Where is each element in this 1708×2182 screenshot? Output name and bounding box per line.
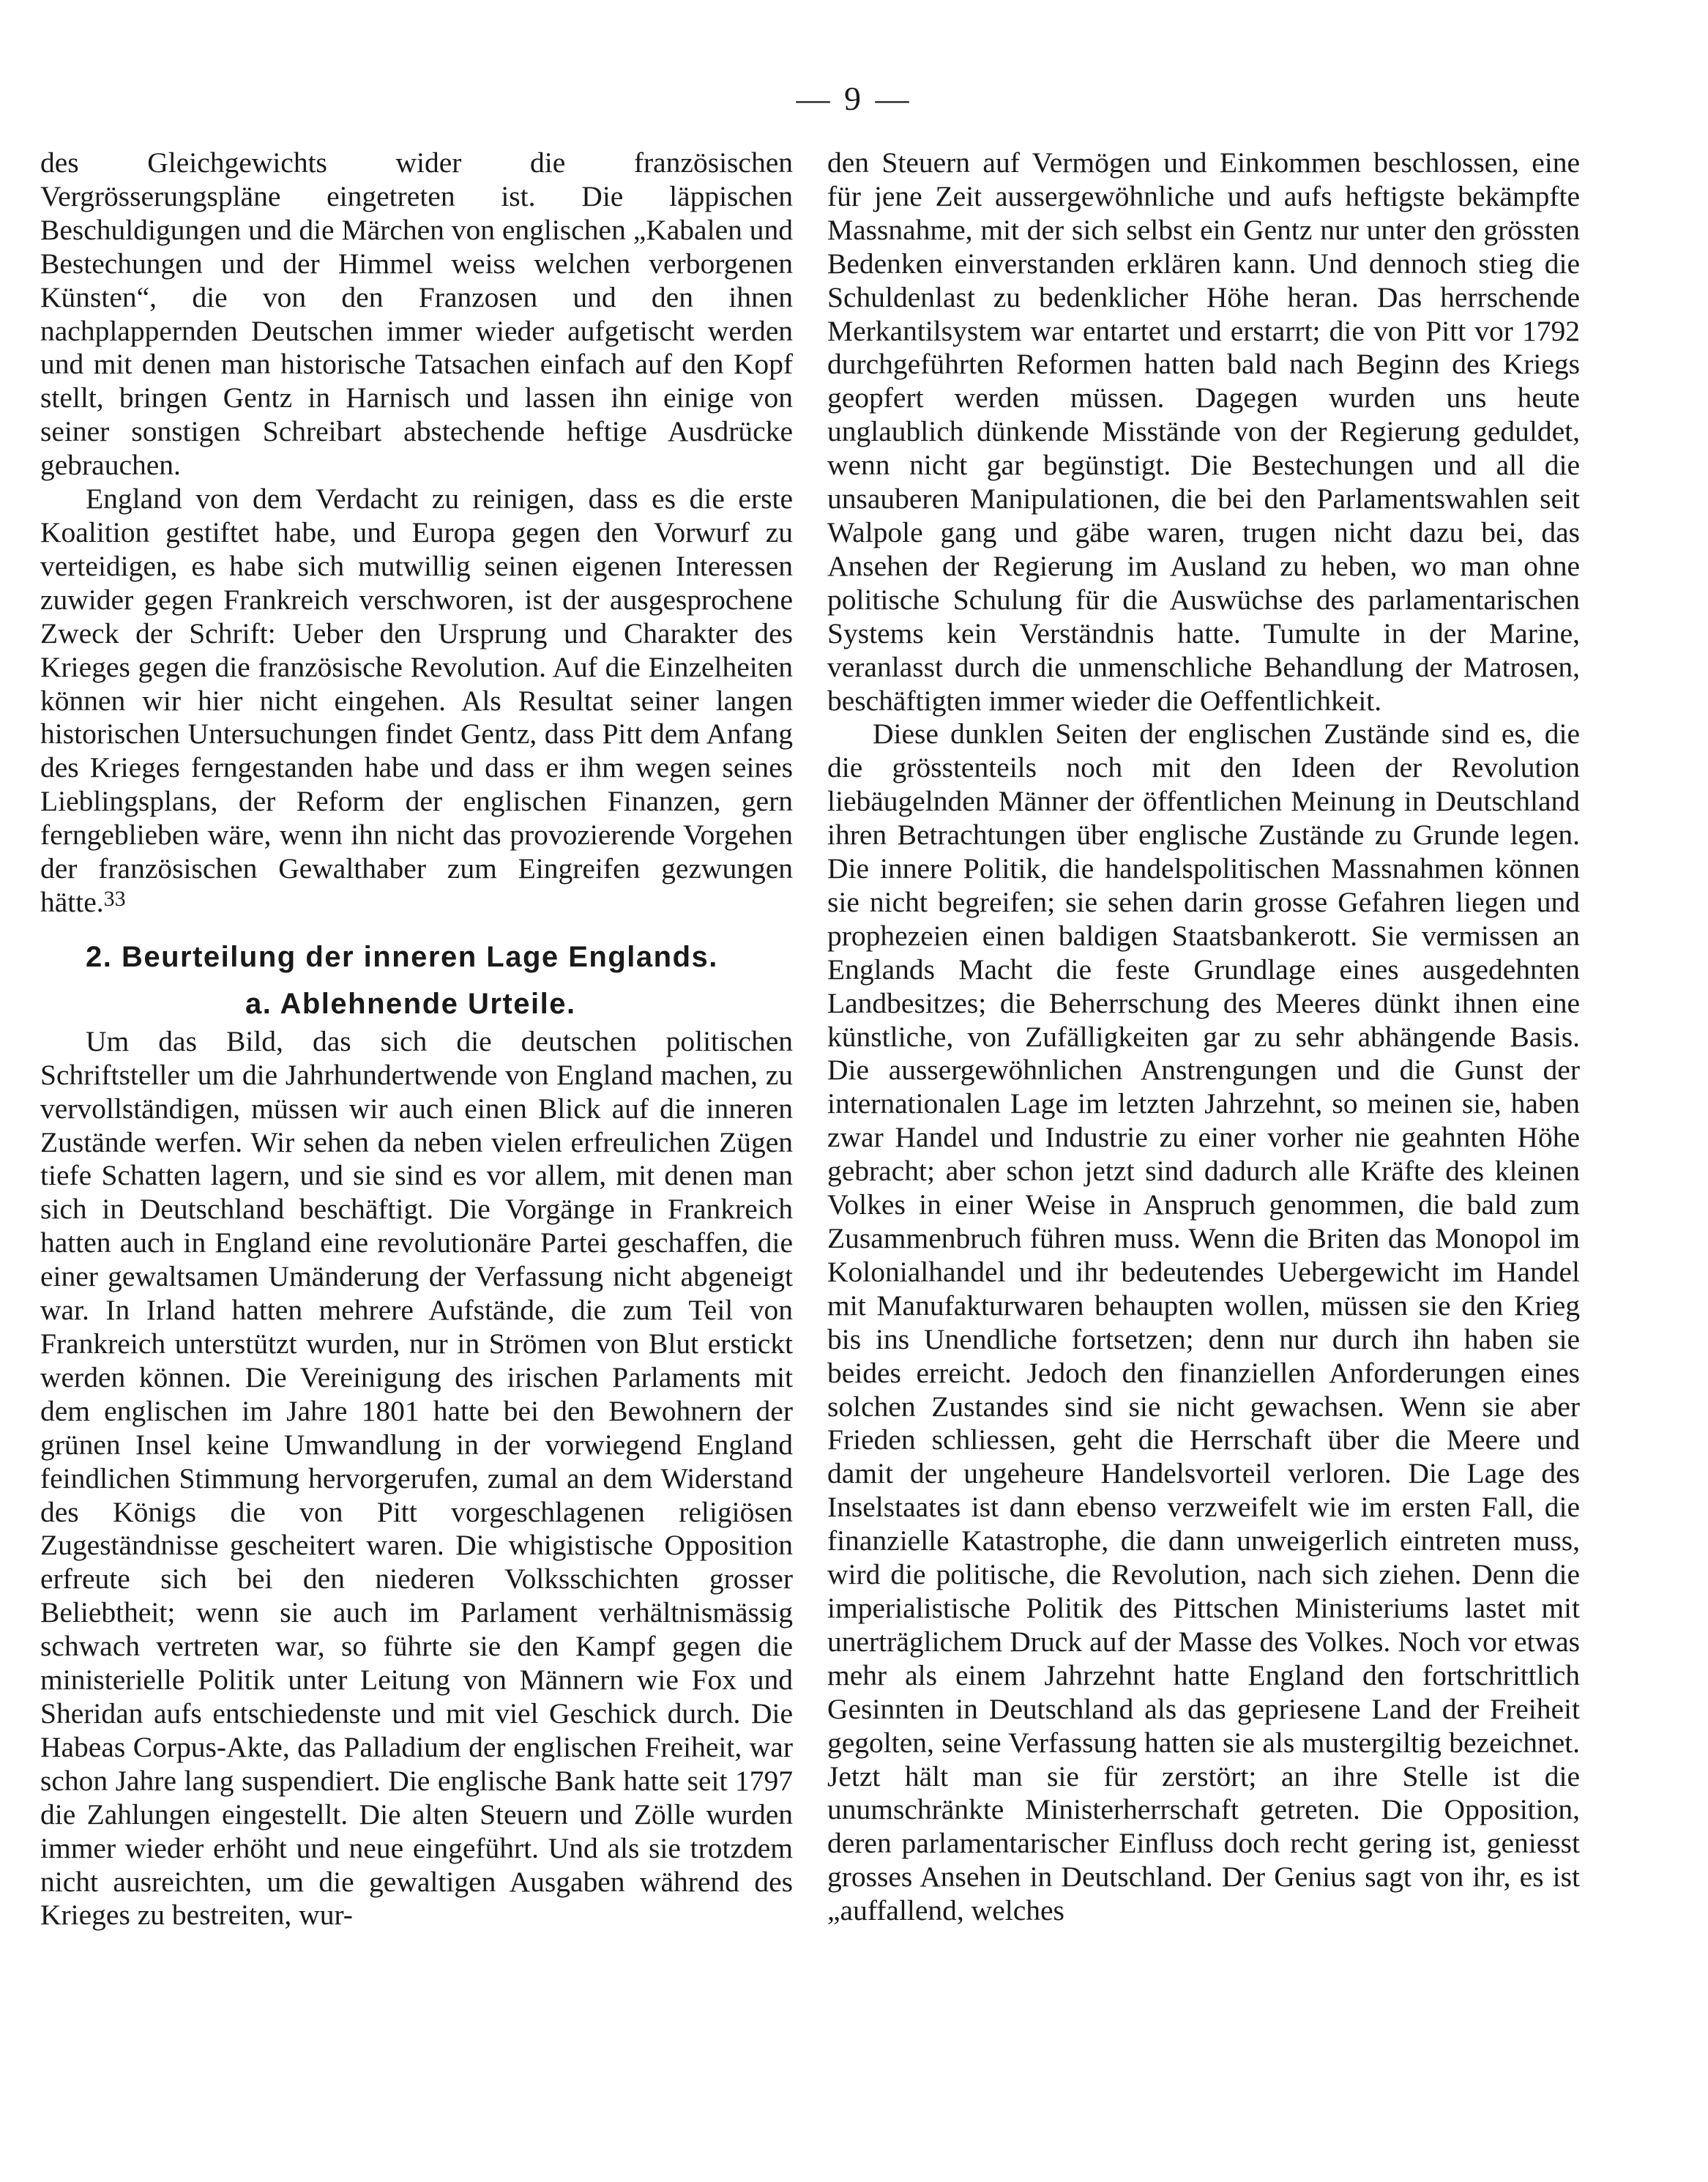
footnote-reference[interactable]: 33 [103,886,126,911]
right-column [827,146,1580,1928]
subsection-heading: a. Ablehnende Urteile. [245,987,576,1020]
paragraph-right-2: Diese dunklen Seiten der englischen Zustände sind es, die die grösstenteils noch mit den Ideen der Revolution liebäugelnden Männer der öffentlichen Meinung in Deutschland ihren Betrachtungen über englische Zustände zu Grunde legen. Die innere Politik, die handelspolitischen Massnahmen können sie nicht begreifen; sie sehen darin grosse Gefahren liegen und prophezeien einen baldigen Staatsbankerott. Sie vermissen an Englands Macht die feste Grundlage eines ausgedehnten Landbesitzes; die Beherrschung des Meeres dünkt ihnen eine künstliche, von Zufälligkeiten gar zu sehr abhängende Basis. Die aussergewöhnlichen Anstrengungen und die Gunst der internationalen Lage im letzten Jahrzehnt, so meinen sie, haben zwar Handel und Industrie zu einer vorher nie geahnten Höhe gebracht; aber schon jetzt sind dadurch alle Kräfte des kleinen Volkes in einer Weise in Anspruch genommen, die bald zum Zusammenbruch führen muss. Wenn die Briten das Monopol im Kolonialhandel und ihr bedeutendes Uebergewicht im Handel mit Manufakturwaren behaupten wollen, müssen sie den Krieg bis ins Unendliche fortsetzen; denn nur durch ihn haben sie beides erreicht. Jedoch den finanziellen Anforderungen eines solchen Zustandes sind sie nicht gewachsen. Wenn sie aber Frieden schliessen, geht die Herrschaft über die Meere und damit der ungeheure Handelsvorteil verloren. Die Lage des Inselstaates ist dann ebenso verzweifelt wie im ersten Fall, die finanzielle Katastrophe, die dann unweigerlich eintreten muss, wird die politische, die Revolution, nach sich ziehen. Denn die imperialistische Politik des Pittschen Ministeriums lastet mit unerträglichem Druck auf der Masse des Volkes. Noch vor etwas mehr als einem Jahrzehnt hatte England den fortschrittlich Gesinnten in Deutschland als das gepriesene Land der Freiheit gegolten, seine Verfassung hatten sie als mustergiltig bezeichnet. Jetzt hält man sie für zerstört; an ihre Stelle ist die unumschränkte Ministerherrschaft getreten. Die Opposition, deren parlamentarischer Einfluss doch recht gering ist, geniesst grosses Ansehen in Deutschland. Der Genius sagt von ihr, es ist „auffallend, welches [827,718,1580,1927]
paragraph-left-2-text: England von dem Verdacht zu reinigen, dass es die erste Koalition gestiftet habe, und Europa gegen den Vorwurf zu verteidigen, es habe sich mutwillig seinen eigenen Interessen zuwider gegen Frankreich verschworen, ist der ausgesprochene Zweck der Schrift: Ueber den Ursprung und Charakter des Krieges gegen die französische Revolution. Auf die Einzelheiten können wir hier nicht eingehen. Als Resultat seiner langen historischen Untersuchungen findet Gentz, dass Pitt dem Anfang des Krieges ferngestanden habe und dass er ihm wegen seines Lieblingsplans, der Reform der englischen Finanzen, gern ferngeblieben wäre, wenn ihn nicht das provozierende Vorgehen der französischen Gewalthaber zum Eingreifen gezwungen hätte. [40,483,793,918]
section-heading: 2. Beurteilung der inneren Lage Englands. [86,940,718,973]
page-number: — 9 — [796,80,912,117]
paragraph-left-1: des Gleichgewichts wider die französischen Vergrösserungspläne eingetreten ist. Die läppischen Beschuldigungen und die Märchen von englischen „Kabalen und Bestechungen und der Himmel weiss welchen verborgenen Künsten“, die von den Franzosen und den ihnen nachplappernden Deutschen immer wieder aufgetischt werden und mit denen man historische Tatsachen einfach auf den Kopf stellt, bringen Gentz in Harnisch und lassen ihn einige von seiner sonstigen Schreibart abstechende heftige Ausdrücke gebrauchen. [40,146,793,482]
paragraph-left-2 [40,483,793,920]
left-column [40,146,793,1932]
paragraph-right-1: den Steuern auf Vermögen und Einkommen beschlossen, eine für jene Zeit aussergewöhnliche und aufs heftigste bekämpfte Massnahme, mit der sich selbst ein Gentz nur unter den grössten Bedenken einverstanden erklären kann. Und dennoch stieg die Schuldenlast zu bedenklicher Höhe heran. Das herrschende Merkantilsystem war entartet und erstarrt; die von Pitt vor 1792 durchgeführten Reformen hatten bald nach Beginn des Kriegs geopfert werden müssen. Dagegen wurden uns heute unglaublich dünkende Misstände von der Regierung geduldet, wenn nicht gar begünstigt. Die Bestechungen und all die unsauberen Manipulationen, die bei den Parlamentswahlen seit Walpole gang und gäbe waren, trugen nicht dazu bei, das Ansehen der Regierung im Ausland zu heben, wo man ohne politische Schulung für die Auswüchse des parlamentarischen Systems kein Verständnis hatte. Tumulte in der Marine, veranlasst durch die unmenschliche Behandlung der Matrosen, beschäftigten immer wieder die Oeffentlichkeit. [827,146,1580,717]
paragraph-left-3: Um das Bild, das sich die deutschen politischen Schriftsteller um die Jahrhundertwende von England machen, zu vervollständigen, müssen wir auch einen Blick auf die inneren Zustände werfen. Wir sehen da neben vielen erfreulichen Zügen tiefe Schatten lagern, und sie sind es vor allem, mit denen man sich in Deutschland beschäftigt. Die Vorgänge in Frankreich hatten auch in England eine revolutionäre Partei geschaffen, die einer gewaltsamen Umänderung der Verfassung nicht abgeneigt war. In Irland hatten mehrere Aufstände, die zum Teil von Frankreich unterstützt wurden, nur in Strömen von Blut erstickt werden können. Die Vereinigung des irischen Parlaments mit dem englischen im Jahre 1801 hatte bei den Bewohnern der grünen Insel keine Umwandlung in der vorwiegend England feindlichen Stimmung hervorgerufen, zumal an dem Widerstand des Königs die von Pitt vorgeschlagenen religiösen Zugeständnisse gescheitert waren. Die whigistische Opposition erfreute sich bei den niederen Volksschichten grosser Beliebtheit; wenn sie auch im Parlament verhältnismässig schwach vertreten war, so führte sie den Kampf gegen die ministerielle Politik unter Leitung von Männern wie Fox und Sheridan aufs entschiedenste und mit viel Geschick durch. Die Habeas Corpus-Akte, das Palladium der englischen Freiheit, war schon Jahre lang suspendiert. Die englische Bank hatte seit 1797 die Zahlungen eingestellt. Die alten Steuern und Zölle wurden immer wieder erhöht und neue eingeführt. Und als sie trotzdem nicht ausreichten, um die gewaltigen Ausgaben während des Krieges zu bestreiten, wur- [40,1024,793,1932]
